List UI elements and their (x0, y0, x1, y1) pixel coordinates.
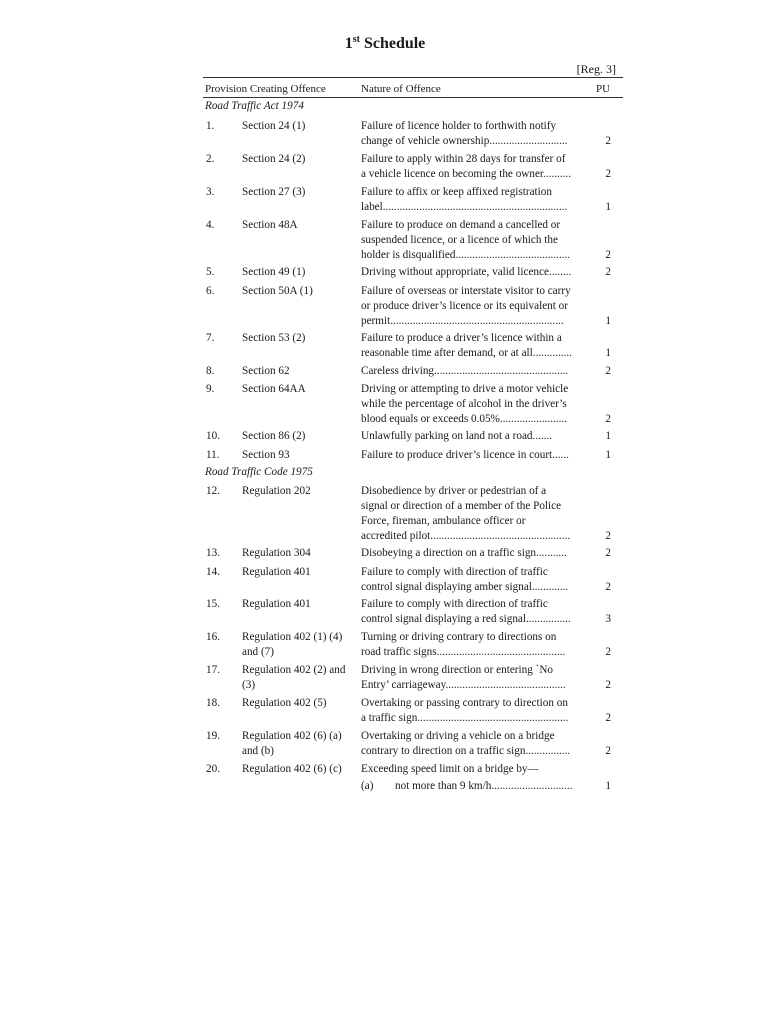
nature-line: Driving or attempting to drive a motor vehicle (361, 383, 569, 395)
title-word: Schedule (363, 35, 426, 52)
nature-line: reasonable time after demand, or at all.............. (361, 347, 572, 359)
row-number: 15. (206, 598, 220, 610)
nature-line: a vehicle licence on becoming the owner.......... (361, 168, 571, 180)
penalty-units: 2 (605, 581, 611, 593)
nature-line: Failure to affix or keep affixed registration (361, 186, 552, 198)
nature-line: blood equals or exceeds 0.05%........................ (361, 413, 567, 425)
nature-cell (361, 152, 597, 182)
nature-cell (361, 185, 597, 215)
nature-line: signal or direction of a member of the Police (361, 500, 562, 512)
nature-line: control signal displaying amber signal............. (361, 581, 569, 593)
provision-cell (242, 597, 360, 612)
row-number: 4. (206, 219, 215, 231)
penalty-units: 2 (605, 266, 611, 278)
penalty-units: 2 (605, 745, 611, 757)
penalty-units: 2 (605, 530, 611, 542)
row-number: 9. (206, 383, 215, 395)
nature-line: a traffic sign...................................................... (361, 712, 569, 724)
nature-line: or produce driver’s licence or its equivalent or (361, 300, 568, 312)
nature-line: Careless driving................................................ (361, 365, 569, 377)
provision-line: Section 24 (1) (242, 120, 306, 132)
nature-cell (361, 382, 597, 427)
nature-cell (361, 696, 597, 726)
row-number: 7. (206, 332, 215, 344)
penalty-units: 2 (605, 712, 611, 724)
penalty-units: 1 (605, 315, 611, 327)
section-heading: Road Traffic Act 1974 (205, 100, 304, 112)
nature-line: Unlawfully parking on land not a road....... (361, 430, 553, 442)
penalty-units: 2 (605, 547, 611, 559)
provision-line: Section 27 (3) (242, 186, 306, 198)
penalty-units: 2 (605, 679, 611, 691)
nature-line: while the percentage of alcohol in the driver’s (361, 398, 567, 410)
nature-line: Failure to apply within 28 days for transfer of (361, 153, 566, 165)
regulation-reference: [Reg. 3] (576, 62, 616, 76)
provision-line: Regulation 402 (1) (4) (242, 631, 343, 643)
provision-line: Section 50A (1) (242, 285, 313, 297)
header-rule (203, 97, 623, 98)
penalty-units: 2 (605, 413, 611, 425)
nature-line: Failure to comply with direction of traffic (361, 566, 548, 578)
provision-line: Regulation 202 (242, 485, 311, 497)
row-number: 6. (206, 285, 215, 297)
penalty-units: 1 (605, 430, 611, 442)
provision-line: (3) (242, 679, 256, 691)
penalty-units: 1 (605, 449, 611, 461)
nature-line: accredited pilot.................................................. (361, 530, 571, 542)
penalty-units: 1 (605, 780, 611, 792)
nature-line: Disobedience by driver or pedestrian of a (361, 485, 547, 497)
nature-line: Driving in wrong direction or entering `No (361, 664, 554, 676)
provision-line: and (b) (242, 745, 274, 757)
provision-line: Regulation 402 (5) (242, 697, 327, 709)
provision-cell (242, 696, 360, 711)
row-number: 2. (206, 153, 215, 165)
provision-cell (242, 484, 360, 499)
provision-cell (242, 284, 360, 299)
nature-line: Failure of licence holder to forthwith notify (361, 120, 557, 132)
provision-line: Regulation 401 (242, 598, 311, 610)
provision-line: Section 48A (242, 219, 298, 231)
penalty-units: 3 (605, 613, 611, 625)
provision-line: Section 93 (242, 449, 290, 461)
provision-cell (242, 762, 360, 777)
provision-line: Regulation 402 (6) (c) (242, 763, 342, 775)
nature-line: Overtaking or passing contrary to direction on (361, 697, 568, 709)
nature-line: contrary to direction on a traffic sign................ (361, 745, 571, 757)
sub-item (361, 779, 597, 794)
nature-cell (361, 218, 597, 263)
provision-cell (242, 630, 360, 660)
penalty-units: 1 (605, 347, 611, 359)
nature-cell (361, 546, 597, 561)
nature-line: holder is disqualified......................................... (361, 249, 571, 261)
row-number: 17. (206, 664, 220, 676)
header-provision: Provision Creating Offence (205, 83, 326, 95)
nature-cell (361, 448, 597, 463)
penalty-units: 2 (605, 365, 611, 377)
row-number: 5. (206, 266, 215, 278)
row-number: 20. (206, 763, 220, 775)
provision-cell (242, 565, 360, 580)
row-number: 11. (206, 449, 220, 461)
provision-line: and (7) (242, 646, 274, 658)
provision-cell (242, 152, 360, 167)
provision-line: Section 24 (2) (242, 153, 306, 165)
section-heading: Road Traffic Code 1975 (205, 466, 313, 478)
provision-line: Regulation 401 (242, 566, 311, 578)
sub-item-text: not more than 9 km/h............................. (395, 780, 573, 792)
nature-cell (361, 265, 597, 280)
penalty-units: 2 (605, 168, 611, 180)
nature-cell (361, 429, 597, 444)
provision-cell (242, 185, 360, 200)
row-number: 16. (206, 631, 220, 643)
nature-cell (361, 729, 597, 759)
nature-line: Entry’ carriageway........................................... (361, 679, 566, 691)
row-number: 8. (206, 365, 215, 377)
provision-cell (242, 265, 360, 280)
header-nature: Nature of Offence (361, 83, 441, 95)
nature-cell (361, 119, 597, 149)
row-number: 18. (206, 697, 220, 709)
provision-line: Section 86 (2) (242, 430, 306, 442)
nature-line: suspended licence, or a licence of which the (361, 234, 558, 246)
nature-cell (361, 630, 597, 660)
penalty-units: 2 (605, 249, 611, 261)
nature-cell (361, 597, 597, 627)
nature-line: Failure of overseas or interstate visitor to carry (361, 285, 571, 297)
provision-cell (242, 429, 360, 444)
nature-cell (361, 364, 597, 379)
row-number: 14. (206, 566, 220, 578)
penalty-units: 2 (605, 135, 611, 147)
nature-line: Failure to produce on demand a cancelled or (361, 219, 561, 231)
provision-line: Regulation 402 (2) and (242, 664, 346, 676)
provision-cell (242, 546, 360, 561)
provision-cell (242, 218, 360, 233)
nature-line: Failure to comply with direction of traffic (361, 598, 548, 610)
nature-line: Driving without appropriate, valid licence........ (361, 266, 572, 278)
provision-cell (242, 382, 360, 397)
row-number: 1. (206, 120, 215, 132)
title-superscript: st (352, 34, 360, 45)
nature-cell (361, 565, 597, 595)
header-pu: PU (596, 83, 611, 95)
provision-line: Regulation 402 (6) (a) (242, 730, 342, 742)
nature-line: Turning or driving contrary to directions on (361, 631, 557, 643)
sub-item-line (361, 779, 597, 794)
row-number: 3. (206, 186, 215, 198)
sub-item-label: (a) (361, 780, 374, 792)
provision-line: Section 53 (2) (242, 332, 306, 344)
nature-line: Overtaking or driving a vehicle on a bridge (361, 730, 555, 742)
provision-line: Regulation 304 (242, 547, 311, 559)
nature-cell (361, 284, 597, 329)
row-number: 13. (206, 547, 220, 559)
provision-cell (242, 119, 360, 134)
nature-line: Force, fireman, ambulance officer or (361, 515, 526, 527)
nature-line: permit.............................................................. (361, 315, 564, 327)
top-rule (203, 77, 623, 78)
nature-line: Disobeying a direction on a traffic sign........... (361, 547, 567, 559)
row-number: 10. (206, 430, 220, 442)
nature-line: change of vehicle ownership............................ (361, 135, 568, 147)
provision-cell (242, 729, 360, 759)
provision-cell (242, 364, 360, 379)
nature-line: label.................................................................. (361, 201, 568, 213)
title-number: 1 (344, 35, 353, 52)
row-number: 19. (206, 730, 220, 742)
provision-cell (242, 331, 360, 346)
nature-line: road traffic signs.............................................. (361, 646, 566, 658)
nature-line: Failure to produce a driver’s licence within a (361, 332, 562, 344)
provision-line: Section 62 (242, 365, 290, 377)
provision-line: Section 49 (1) (242, 266, 306, 278)
provision-cell (242, 663, 360, 693)
nature-cell (361, 484, 597, 544)
page-title (0, 34, 770, 53)
nature-cell (361, 762, 597, 777)
nature-line: Exceeding speed limit on a bridge by— (361, 763, 539, 775)
nature-line: Failure to produce driver’s licence in court...... (361, 449, 569, 461)
penalty-units: 2 (605, 646, 611, 658)
nature-cell (361, 663, 597, 693)
nature-line: control signal displaying a red signal................ (361, 613, 571, 625)
provision-line: Section 64AA (242, 383, 306, 395)
nature-cell (361, 331, 597, 361)
provision-cell (242, 448, 360, 463)
penalty-units: 1 (605, 201, 611, 213)
row-number: 12. (206, 485, 220, 497)
